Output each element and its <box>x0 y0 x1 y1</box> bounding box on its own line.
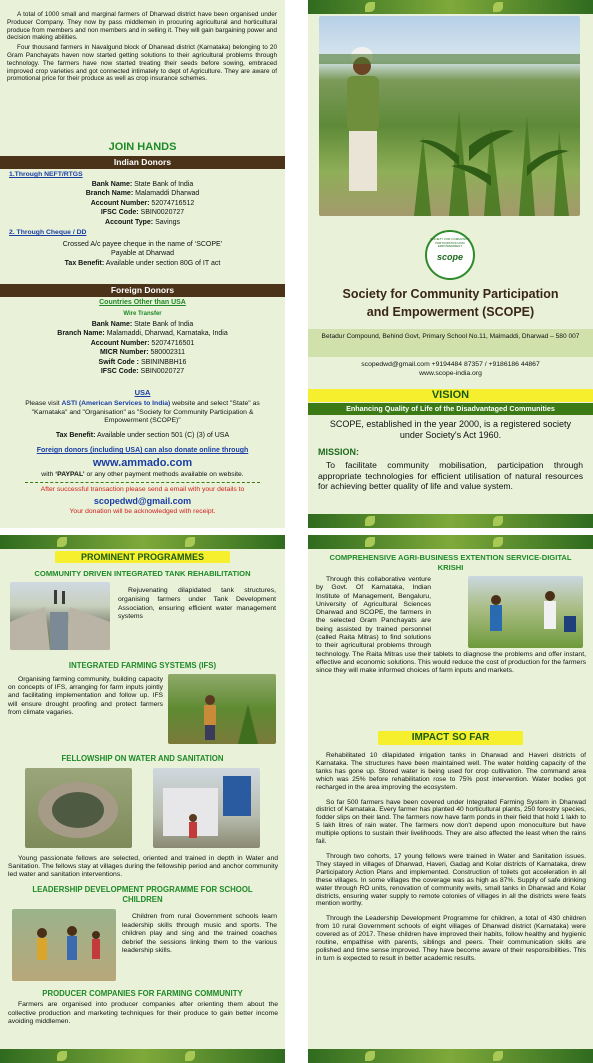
indian-donors-bar: Indian Donors <box>0 156 285 169</box>
wire-transfer-label: Wire Transfer <box>123 311 162 317</box>
scope-logo <box>425 230 475 280</box>
tank-rehab-title: COMMUNITY DRIVEN INTEGRATED TANK REHABILITATION <box>34 569 251 578</box>
digital-krishi-text: Through this collaborative venture by Govt. Of Karnataka, Indian Institute of Management, Bengaluru, University of Agricultural Sciences Dharwad and SCOPE, the farmers in the selected Gram Panchayats are being assisted by trained personnel (called Raita Mitras) to find solutions to their agricultural problems through technology. The Raita Mitras use their tablets to diagnose the problems and offer instant, effective and economic solutions. This would reduce the cost of production for the farmers since they will make informed choices of farm inputs and markets. <box>316 576 586 675</box>
well-photo <box>25 768 132 848</box>
intro-paragraph-2: Four thousand farmers in Navalgund block of Dharwad district (Karnataka) belonging to 20 Gram Panchayats haven now started getting solutions to their agricultural problems through technology. The farmers have now started treating their seeds before sowing, embraced improved crop varieties and got connected intimately to dept of Agriculture. They are aware of promotional price for their produce as well as crop insurance schemes. <box>7 44 277 83</box>
leaf-border-top <box>0 535 285 549</box>
bank-name-row: Bank Name: State Bank of India <box>91 181 194 188</box>
indian-bank-details <box>0 180 285 227</box>
impact-paragraph-ifs: So far 500 farmers have been covered under Integrated Farming System in Dharwad district of Karnataka. Every farmer has planted 40 horticultural plants, 250 forestry species, fodder slips on their land. The farmers now have farm ponds in their field that hold 1 lakh to 5 lakh litres of rain water. The farmers now don't depend upon monoculture but have multiple options to sustain their livelihoods. They are also affected the least when the rains fail. <box>316 798 586 846</box>
cheque-line-1: Crossed A/c payee cheque in the name of ‘SCOPE’ <box>62 241 223 248</box>
asti-paragraph: Please visit ASTI (American Services to India) website and select "State" as "Karnataka" and "Organisation" as "Society for Community Participation & Empowerment (SCOPE)" <box>25 400 260 425</box>
org-name-line-1: Society for Community Participation <box>342 287 559 301</box>
usa-tax-row: Tax Benefit: Available under section 501 (C) (3) of USA <box>55 432 230 439</box>
online-donation-line: Foreign donors (including USA) can also donate online through <box>36 447 249 454</box>
organization-name <box>308 285 593 321</box>
f-ifsc-row: IFSC Code: SBIN0020727 <box>100 368 185 376</box>
acknowledgement-line: Your donation will be acknowledged with receipt. <box>69 508 216 515</box>
logo-ring-text: SOCIETY FOR COMMUNITY PARTICIPATION AND EMPOWERMENT <box>430 237 470 248</box>
established-text: SCOPE, established in the year 2000, is a registered society under Society's Act 1960. <box>329 419 572 440</box>
org-name-line-2: and Empowerment (SCOPE) <box>366 305 535 319</box>
micr-row: MICR Number: 580002311 <box>99 349 186 357</box>
farmer-figure <box>347 47 379 191</box>
foreign-bank-details <box>0 320 285 376</box>
donation-panel <box>0 0 285 528</box>
ifs-title: INTEGRATED FARMING SYSTEMS (IFS) <box>68 661 217 670</box>
address-band <box>308 329 593 357</box>
neft-heading: 1.Through NEFT/RTGS <box>9 171 83 178</box>
impact-panel <box>308 535 593 1063</box>
asti-link[interactable]: ASTI (American Services to India) <box>61 400 171 407</box>
address-text: Betadur Compound, Behind Govt, Primary School No.11, Malmaddi, Dharwad – 580 007 <box>321 333 580 340</box>
account-type-row: Account Type: Savings <box>105 218 180 226</box>
digital-krishi-title: COMPREHENSIVE AGRI-BUSINESS EXTENTION SERVICE-DIGITAL KRISHI <box>329 553 572 572</box>
intro-paragraph-1: A total of 1000 small and marginal farmers of Dharwad district have been organised under Producer Company. They now by pass middlemen in procuring agricultural and horticultural produce from members and non members and in selling it. They will gain bargaining power and decision making abilities. <box>7 11 277 42</box>
tank-rehab-text: Rejuvenating dilapidated tank structures, organising farmers under Tank Development Association, ensuring efficient water management systems <box>118 587 276 621</box>
farmer-field-photo <box>319 16 580 216</box>
mission-heading: MISSION: <box>318 447 360 457</box>
cheque-details <box>0 240 285 268</box>
leaf-border-bottom <box>308 514 593 528</box>
swift-row: Swift Code : SBININBBH16 <box>98 358 187 366</box>
impact-paragraph-fellows: Through two cohorts, 17 young fellows were trained in Water and Sanitation issues. They stayed in villages of Dharwad, Haveri, Gadag and Kolar districts of Karnataka, drew Participatory Action Plans and implemented. Construction of toilets got acceleration in all these villages. In some villages the coverage was as high as 87%. Supply of safe drinking water through RO units, renovation of community wells, small tanks in Dharwad and Kolar districts, ensuring water supply to remote colonies of villages in all the districts were feats mention worthy. <box>316 852 586 908</box>
dashed-divider <box>25 482 260 483</box>
f-bank-row: Bank Name: State Bank of India <box>91 321 194 328</box>
cover-panel <box>308 0 593 528</box>
prominent-programmes-heading: PROMINENT PROGRAMMES <box>55 551 230 563</box>
leadership-text: Children from rural Government schools learn leadership skills through music and sports. The children play and sing and the trained coaches debrief the sessions linking them to the various leadership skills. <box>122 913 277 955</box>
ifs-illustration <box>168 674 276 744</box>
foreign-donors-bar: Foreign Donors <box>0 284 285 297</box>
digital-krishi-wrap <box>316 576 586 676</box>
fellowship-title: FELLOWSHIP ON WATER AND SANITATION <box>61 754 224 763</box>
tax-benefit-row: Tax Benefit: Available under section 80G of IT act <box>64 259 221 267</box>
producer-title: PRODUCER COMPANIES FOR FARMING COMMUNITY <box>42 989 243 998</box>
children-illustration <box>12 909 116 981</box>
logo-wordmark: scope <box>436 252 463 262</box>
branch-name-row: Branch Name: Malamaddi Dharwad <box>85 190 200 198</box>
leaf-border-top <box>308 0 593 14</box>
website-link[interactable]: www.scope-india.org <box>419 370 482 377</box>
mission-text: To facilitate community mobilisation, participation through appropriate technologies for efficient utilisation of natural resources for achieving better quality of life and value system. <box>318 460 583 492</box>
intro-text <box>7 11 277 83</box>
field-illustration <box>319 16 580 216</box>
other-than-usa-heading: Countries Other than USA <box>99 299 186 306</box>
f-branch-row: Branch Name: Malamaddi, Dharwad, Karnataka, India <box>57 330 228 338</box>
photo-float-spacer <box>431 576 586 650</box>
tank-rehab-photo <box>10 582 110 650</box>
leaf-border-top <box>308 535 593 549</box>
impact-paragraph-tanks: Rehabilitated 10 dilapidated irrigation tanks in Dharwad and Haveri districts of Karnataka. The structures have been maintained well. The water holding capacity of the tanks has gone up. Stored water is being used for crop cultivation. The command area which was 25% before rehabilitation rose to 75% post intervention. Water bodies got recharged in the area improving the ecosystem. <box>316 752 586 791</box>
sanitation-illustration <box>153 768 260 848</box>
producer-text: Farmers are organised into producer companies after orienting them about the collective production and marketing techniques for their produce to gain better income avoiding middlemen. <box>8 1001 278 1026</box>
cheque-heading: 2. Through Cheque / DD <box>9 229 87 236</box>
tank-illustration <box>10 582 110 650</box>
impact-heading: IMPACT SO FAR <box>378 731 523 745</box>
account-number-row: Account Number: 52074716512 <box>90 199 195 207</box>
f-account-row: Account Number: 52074716501 <box>90 339 195 347</box>
vision-statement: Enhancing Quality of Life of the Disadvantaged Communities <box>308 403 593 415</box>
impact-paragraph-leadership: Through the Leadership Development Programme for children, a total of 430 children from 10 rural Government schools of eight villages of Dharwad district (Karnataka) were covered as of 2017. These children have improved their habits, follow healthy and hygienic routine, empathise with parents, siblings and peers. Their communication skills are polished and time sense improved. They have become aware of their responsibilities. This in turn is expected to result in better academic results. <box>316 915 586 962</box>
sanitation-photo <box>153 768 260 848</box>
email-link[interactable]: scopedwd@gmail.com <box>93 496 192 506</box>
after-transaction-line: After successful transaction please send a email with your details to <box>40 486 245 493</box>
paypal-line: with ‘PAYPAL’ or any other payment methods available on website. <box>41 471 244 478</box>
ammado-link[interactable]: www.ammado.com <box>92 457 193 469</box>
ifsc-row: IFSC Code: SBIN0020727 <box>100 209 185 217</box>
ifs-text: Organising farming community, building capacity on concepts of IFS, arranging for farm inputs jointly and facilitating implementation and follow up. IFS will ensure drought proofing and protect farmers from climate vagaries. <box>8 676 163 716</box>
well-illustration <box>25 768 132 848</box>
cheque-line-2: Payable at Dharwad <box>110 250 175 258</box>
leaf-border-bottom <box>0 1049 285 1063</box>
usa-heading: USA <box>134 388 151 397</box>
impact-text <box>316 752 586 963</box>
leadership-title: LEADERSHIP DEVELOPMENT PROGRAMME FOR SCHOOL CHILDREN <box>32 885 253 904</box>
leaf-border-bottom <box>308 1049 593 1063</box>
ifs-photo <box>168 674 276 744</box>
school-children-photo <box>12 909 116 981</box>
fellowship-text: Young passionate fellows are selected, oriented and trained in depth in Water and Sanitation. The fellows stay at villages during the fellowship period and anchor community led water and sanitation interventions. <box>8 855 279 879</box>
contact-line: scopedwd@gmail.com +9194484 87357 / +9186186 44867 <box>361 361 540 368</box>
join-hands-heading: JOIN HANDS <box>108 141 177 153</box>
vision-heading: VISION <box>308 389 593 402</box>
programmes-panel <box>0 535 285 1063</box>
